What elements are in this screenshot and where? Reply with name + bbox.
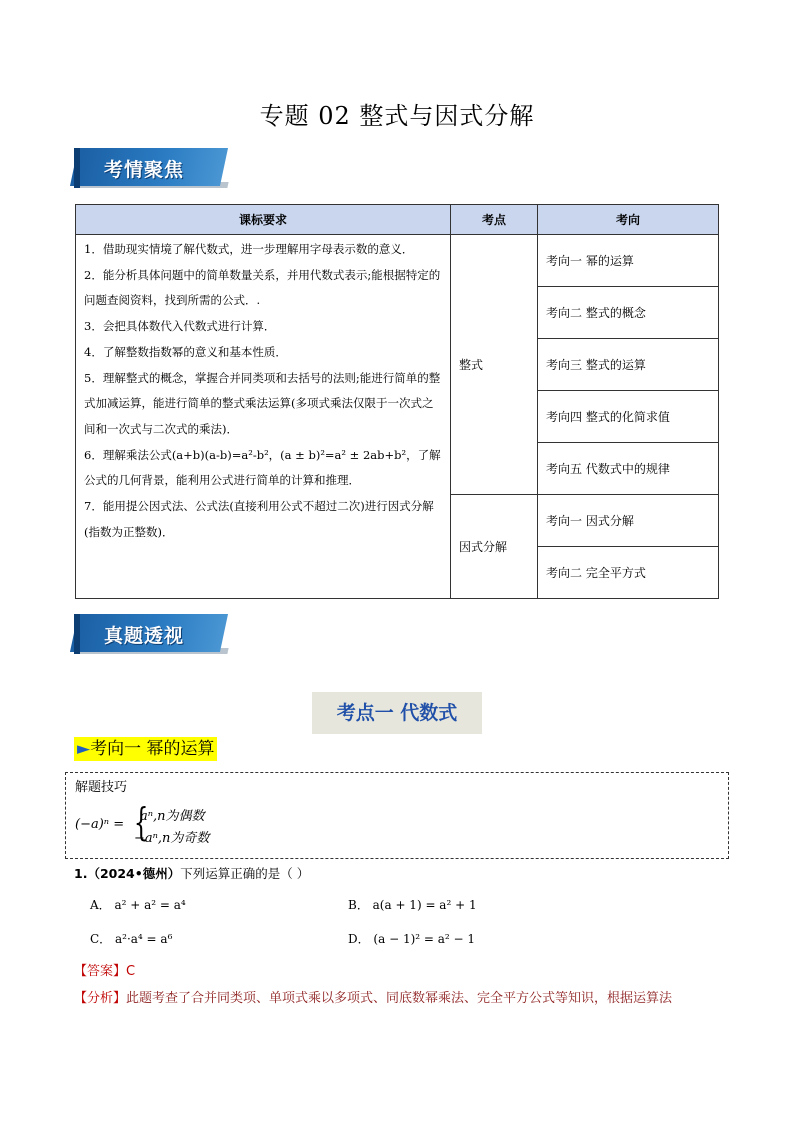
requirement-item: 4．了解整数指数幂的意义和基本性质． — [84, 344, 287, 359]
question-number: 1. — [74, 866, 88, 881]
requirements-table — [75, 204, 719, 599]
analysis-line — [74, 987, 734, 1006]
direction-cell: 考向一 因式分解 — [538, 495, 719, 547]
direction-cell: 考向三 整式的运算 — [538, 339, 719, 391]
answer-value: C — [126, 964, 136, 979]
option-d: D． (a − 1)² = a² − 1 — [348, 932, 476, 946]
tip-formula-lhs: (−a)ⁿ = — [75, 817, 125, 832]
answer-label: 【答案】 — [74, 964, 127, 979]
section-banner-focus — [74, 148, 228, 192]
tip-case-odd: −aⁿ,n为奇数 — [134, 831, 210, 846]
requirement-item: 2．能分析具体问题中的简单数量关系，并用代数式表示;能根据特定的问题查阅资料，找到所需的公式．. — [84, 267, 441, 308]
question-source: （2024•德州） — [87, 866, 181, 881]
table-header: 课标要求 — [76, 205, 451, 235]
exam-point-tag: 考点一 代数式 — [312, 692, 482, 734]
table-header: 考点 — [451, 205, 538, 235]
question-text: 下列运算正确的是（ ） — [180, 866, 310, 881]
answer-line — [74, 960, 135, 979]
requirements-cell — [76, 235, 451, 599]
brace-icon: { — [133, 800, 149, 844]
analysis-label: 【分析】 — [74, 991, 127, 1006]
direction-heading — [74, 737, 217, 761]
requirement-item: 6．理解乘法公式(a+b)(a-b)=a²-b²，(a ± b)²=a² ± 2ab+b²，了解公式的几何背景，能利用公式进行简单的计算和推理． — [84, 447, 441, 488]
direction-cell: 考向四 整式的化简求值 — [538, 391, 719, 443]
triangle-icon: ► — [77, 739, 91, 759]
table-header: 考向 — [538, 205, 719, 235]
requirement-item: 1．借助现实情境了解代数式，进一步理解用字母表示数的意义． — [84, 242, 414, 256]
point-cell: 因式分解 — [451, 495, 538, 599]
section-banner-exams — [74, 614, 228, 658]
banner-label: 真题透视 — [104, 625, 185, 647]
point-cell: 整式 — [451, 235, 538, 495]
requirement-item: 5．理解整式的概念，掌握合并同类项和去括号的法则;能进行简单的整式加减运算，能进行简单的整式乘法运算(多项式乘法仅限于一次式之间和一次式与二次式的乘法)． — [84, 370, 441, 436]
requirement-item: 3．会把具体数代入代数式进行计算． — [84, 319, 276, 334]
direction-cell: 考向一 幂的运算 — [538, 235, 719, 287]
option-a: A． a² + a² = a⁴ — [90, 898, 186, 912]
tip-case-even: aⁿ,n为偶数 — [140, 809, 205, 824]
direction-cell: 考向五 代数式中的规律 — [538, 443, 719, 495]
banner-label: 考情聚焦 — [104, 159, 185, 181]
option-b: B． a(a + 1) = a² + 1 — [348, 898, 477, 912]
tip-label: 解题技巧 — [75, 780, 128, 795]
direction-cell: 考向二 整式的概念 — [538, 287, 719, 339]
analysis-text: 此题考查了合并同类项、单项式乘以多项式、同底数幂乘法、完全平方公式等知识，根据运算法 — [126, 991, 673, 1006]
direction-heading-text: 考向一 幂的运算 — [90, 739, 215, 759]
requirement-item: 7．能用提公因式法、公式法(直接利用公式不超过二次)进行因式分解(指数为正整数)． — [84, 499, 434, 539]
page-title: 专题 02 整式与因式分解 — [259, 102, 535, 130]
option-c: C． a²·a⁴ = a⁶ — [90, 932, 173, 946]
direction-cell: 考向二 完全平方式 — [538, 547, 719, 599]
question-stem — [74, 864, 309, 882]
